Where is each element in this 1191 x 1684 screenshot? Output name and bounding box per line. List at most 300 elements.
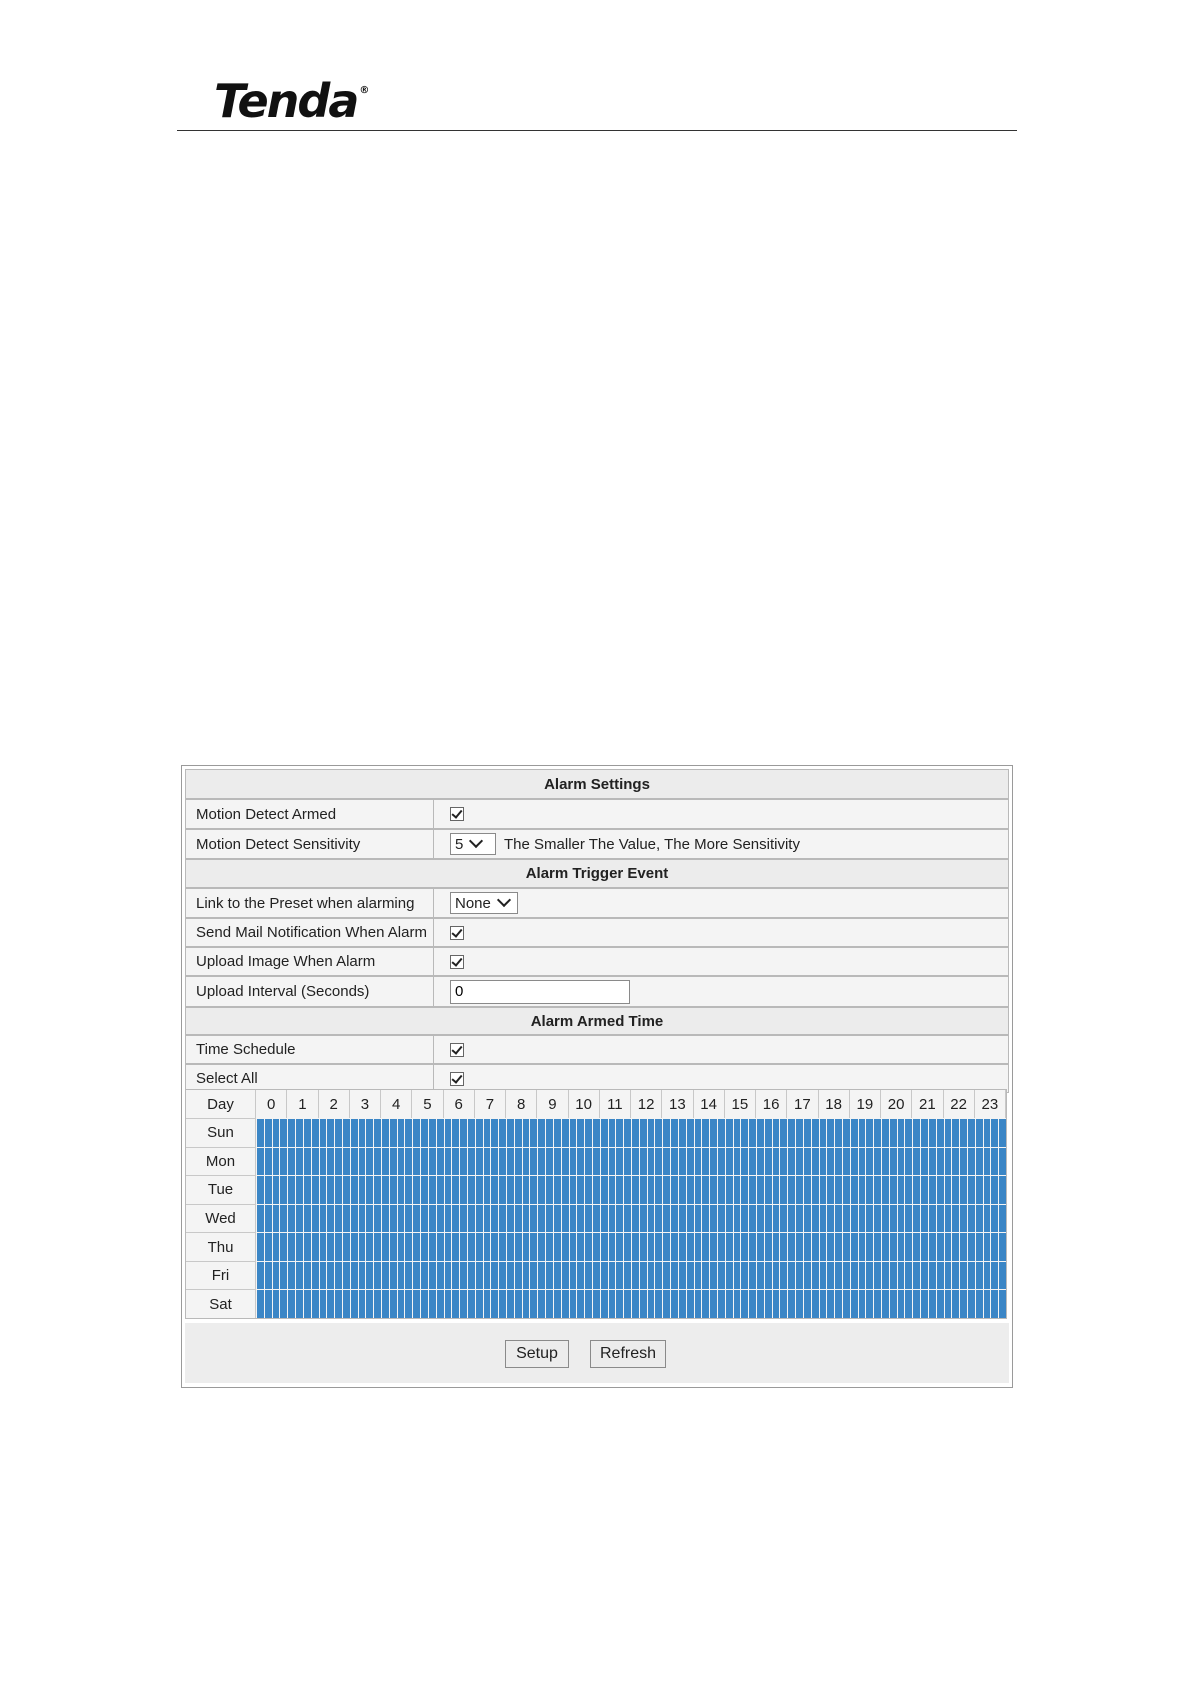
- schedule-slot[interactable]: [859, 1148, 866, 1176]
- schedule-slot[interactable]: [304, 1205, 311, 1233]
- schedule-slot[interactable]: [296, 1290, 303, 1318]
- schedule-slot[interactable]: [898, 1262, 905, 1290]
- schedule-slot[interactable]: [835, 1205, 842, 1233]
- schedule-slot[interactable]: [866, 1119, 873, 1147]
- schedule-slot[interactable]: [812, 1176, 819, 1204]
- schedule-slot[interactable]: [507, 1176, 514, 1204]
- schedule-slot[interactable]: [366, 1262, 373, 1290]
- schedule-slot[interactable]: [757, 1233, 764, 1261]
- schedule-slot[interactable]: [726, 1119, 733, 1147]
- schedule-slot[interactable]: [257, 1290, 264, 1318]
- schedule-slot[interactable]: [398, 1233, 405, 1261]
- schedule-slot[interactable]: [905, 1205, 912, 1233]
- schedule-slot[interactable]: [273, 1119, 280, 1147]
- schedule-slot[interactable]: [452, 1262, 459, 1290]
- schedule-slot[interactable]: [374, 1290, 381, 1318]
- schedule-slot[interactable]: [257, 1233, 264, 1261]
- schedule-slot[interactable]: [710, 1233, 717, 1261]
- schedule-slot[interactable]: [804, 1262, 811, 1290]
- schedule-slot[interactable]: [570, 1233, 577, 1261]
- schedule-slot[interactable]: [734, 1176, 741, 1204]
- schedule-slot[interactable]: [984, 1176, 991, 1204]
- schedule-slot[interactable]: [546, 1233, 553, 1261]
- schedule-slot[interactable]: [835, 1233, 842, 1261]
- schedule-slot[interactable]: [718, 1148, 725, 1176]
- schedule-slot[interactable]: [296, 1262, 303, 1290]
- schedule-slot[interactable]: [991, 1290, 998, 1318]
- schedule-slot[interactable]: [577, 1205, 584, 1233]
- schedule-slot[interactable]: [366, 1290, 373, 1318]
- schedule-slot[interactable]: [710, 1176, 717, 1204]
- schedule-slot[interactable]: [804, 1148, 811, 1176]
- schedule-slot[interactable]: [296, 1176, 303, 1204]
- schedule-slot[interactable]: [445, 1233, 452, 1261]
- schedule-slot[interactable]: [304, 1262, 311, 1290]
- schedule-slot[interactable]: [882, 1262, 889, 1290]
- schedule-slot[interactable]: [265, 1262, 272, 1290]
- schedule-slot[interactable]: [999, 1148, 1006, 1176]
- schedule-slot[interactable]: [866, 1233, 873, 1261]
- schedule-slot[interactable]: [359, 1148, 366, 1176]
- schedule-slot[interactable]: [624, 1205, 631, 1233]
- schedule-slot[interactable]: [937, 1176, 944, 1204]
- schedule-slot[interactable]: [445, 1262, 452, 1290]
- schedule-slot[interactable]: [398, 1262, 405, 1290]
- schedule-slot[interactable]: [312, 1148, 319, 1176]
- schedule-slot[interactable]: [288, 1176, 295, 1204]
- schedule-slot[interactable]: [843, 1262, 850, 1290]
- schedule-slot[interactable]: [952, 1176, 959, 1204]
- schedule-slot[interactable]: [343, 1290, 350, 1318]
- schedule-slot[interactable]: [484, 1290, 491, 1318]
- schedule-slot[interactable]: [359, 1233, 366, 1261]
- schedule-slot[interactable]: [866, 1290, 873, 1318]
- schedule-slot[interactable]: [757, 1148, 764, 1176]
- schedule-slot[interactable]: [984, 1262, 991, 1290]
- schedule-slot[interactable]: [429, 1205, 436, 1233]
- schedule-slot[interactable]: [562, 1290, 569, 1318]
- schedule-slot[interactable]: [335, 1233, 342, 1261]
- schedule-slot[interactable]: [718, 1119, 725, 1147]
- schedule-slot[interactable]: [984, 1290, 991, 1318]
- schedule-slot[interactable]: [773, 1205, 780, 1233]
- schedule-slot[interactable]: [288, 1205, 295, 1233]
- schedule-slot[interactable]: [679, 1148, 686, 1176]
- schedule-slot[interactable]: [640, 1148, 647, 1176]
- schedule-slot[interactable]: [546, 1290, 553, 1318]
- schedule-slot[interactable]: [882, 1176, 889, 1204]
- schedule-slot[interactable]: [749, 1205, 756, 1233]
- schedule-slot[interactable]: [280, 1233, 287, 1261]
- schedule-slot[interactable]: [812, 1119, 819, 1147]
- schedule-slot[interactable]: [968, 1119, 975, 1147]
- schedule-slot[interactable]: [632, 1262, 639, 1290]
- schedule-slot[interactable]: [820, 1148, 827, 1176]
- schedule-slot[interactable]: [570, 1119, 577, 1147]
- schedule-slot[interactable]: [523, 1119, 530, 1147]
- schedule-slot[interactable]: [921, 1148, 928, 1176]
- schedule-slot[interactable]: [570, 1290, 577, 1318]
- schedule-slot[interactable]: [741, 1290, 748, 1318]
- schedule-slot[interactable]: [593, 1262, 600, 1290]
- schedule-slot[interactable]: [382, 1233, 389, 1261]
- schedule-slot[interactable]: [609, 1119, 616, 1147]
- schedule-slot[interactable]: [437, 1262, 444, 1290]
- schedule-slot[interactable]: [554, 1176, 561, 1204]
- schedule-slot[interactable]: [757, 1119, 764, 1147]
- schedule-slot[interactable]: [616, 1176, 623, 1204]
- schedule-slot[interactable]: [835, 1290, 842, 1318]
- schedule-slot[interactable]: [288, 1262, 295, 1290]
- schedule-slot[interactable]: [655, 1176, 662, 1204]
- schedule-slot[interactable]: [288, 1148, 295, 1176]
- schedule-slot[interactable]: [257, 1148, 264, 1176]
- schedule-slot[interactable]: [765, 1262, 772, 1290]
- schedule-slot[interactable]: [648, 1205, 655, 1233]
- schedule-slot[interactable]: [687, 1290, 694, 1318]
- schedule-slot[interactable]: [577, 1148, 584, 1176]
- schedule-slot[interactable]: [820, 1290, 827, 1318]
- schedule-slot[interactable]: [859, 1290, 866, 1318]
- schedule-slot[interactable]: [515, 1119, 522, 1147]
- schedule-slot[interactable]: [913, 1205, 920, 1233]
- schedule-slot[interactable]: [843, 1176, 850, 1204]
- schedule-slot[interactable]: [616, 1148, 623, 1176]
- schedule-slot[interactable]: [570, 1176, 577, 1204]
- schedule-slot[interactable]: [937, 1205, 944, 1233]
- schedule-slot[interactable]: [890, 1233, 897, 1261]
- schedule-slot[interactable]: [866, 1148, 873, 1176]
- schedule-slot[interactable]: [452, 1205, 459, 1233]
- schedule-slot[interactable]: [359, 1205, 366, 1233]
- schedule-slot[interactable]: [327, 1148, 334, 1176]
- schedule-slot[interactable]: [265, 1205, 272, 1233]
- schedule-slot[interactable]: [859, 1233, 866, 1261]
- schedule-slot[interactable]: [710, 1148, 717, 1176]
- schedule-slot[interactable]: [960, 1176, 967, 1204]
- schedule-slot[interactable]: [632, 1176, 639, 1204]
- schedule-slot[interactable]: [405, 1262, 412, 1290]
- schedule-slot[interactable]: [624, 1148, 631, 1176]
- schedule-slot[interactable]: [351, 1290, 358, 1318]
- schedule-slot[interactable]: [320, 1176, 327, 1204]
- schedule-slot[interactable]: [749, 1119, 756, 1147]
- schedule-slot[interactable]: [960, 1233, 967, 1261]
- schedule-slot[interactable]: [882, 1233, 889, 1261]
- schedule-slot[interactable]: [812, 1205, 819, 1233]
- schedule-slot[interactable]: [671, 1262, 678, 1290]
- schedule-slot[interactable]: [515, 1233, 522, 1261]
- schedule-slot[interactable]: [460, 1148, 467, 1176]
- schedule-slot[interactable]: [343, 1262, 350, 1290]
- schedule-slot[interactable]: [390, 1262, 397, 1290]
- schedule-slot[interactable]: [640, 1176, 647, 1204]
- schedule-slot[interactable]: [788, 1262, 795, 1290]
- schedule-slot[interactable]: [476, 1205, 483, 1233]
- schedule-slot[interactable]: [734, 1233, 741, 1261]
- schedule-slot[interactable]: [609, 1205, 616, 1233]
- schedule-slot[interactable]: [851, 1205, 858, 1233]
- schedule-slot[interactable]: [476, 1262, 483, 1290]
- schedule-slot[interactable]: [304, 1176, 311, 1204]
- schedule-slot[interactable]: [546, 1205, 553, 1233]
- schedule-slot[interactable]: [632, 1205, 639, 1233]
- schedule-slot[interactable]: [976, 1290, 983, 1318]
- schedule-slot[interactable]: [468, 1290, 475, 1318]
- refresh-button[interactable]: Refresh: [590, 1340, 666, 1368]
- schedule-slot[interactable]: [484, 1119, 491, 1147]
- schedule-slot[interactable]: [780, 1233, 787, 1261]
- schedule-slot[interactable]: [374, 1148, 381, 1176]
- schedule-slot[interactable]: [515, 1262, 522, 1290]
- schedule-slot[interactable]: [273, 1262, 280, 1290]
- schedule-slot[interactable]: [265, 1119, 272, 1147]
- schedule-slot[interactable]: [820, 1233, 827, 1261]
- schedule-slot[interactable]: [382, 1176, 389, 1204]
- schedule-slot[interactable]: [288, 1233, 295, 1261]
- schedule-slot[interactable]: [523, 1233, 530, 1261]
- schedule-slot[interactable]: [890, 1290, 897, 1318]
- schedule-slot[interactable]: [320, 1148, 327, 1176]
- schedule-slot[interactable]: [507, 1205, 514, 1233]
- schedule-slot[interactable]: [679, 1290, 686, 1318]
- schedule-slot[interactable]: [835, 1148, 842, 1176]
- schedule-slot[interactable]: [976, 1262, 983, 1290]
- time-schedule-checkbox[interactable]: [450, 1043, 464, 1057]
- schedule-slot[interactable]: [820, 1176, 827, 1204]
- schedule-slot[interactable]: [280, 1119, 287, 1147]
- schedule-slot[interactable]: [484, 1148, 491, 1176]
- schedule-slot[interactable]: [413, 1205, 420, 1233]
- schedule-slot[interactable]: [718, 1262, 725, 1290]
- schedule-slot[interactable]: [984, 1119, 991, 1147]
- schedule-slot[interactable]: [820, 1119, 827, 1147]
- schedule-slot[interactable]: [968, 1290, 975, 1318]
- schedule-slot[interactable]: [679, 1262, 686, 1290]
- schedule-slot[interactable]: [695, 1233, 702, 1261]
- schedule-slot[interactable]: [616, 1205, 623, 1233]
- schedule-slot[interactable]: [859, 1262, 866, 1290]
- schedule-slot[interactable]: [390, 1148, 397, 1176]
- schedule-slot[interactable]: [296, 1233, 303, 1261]
- schedule-slot[interactable]: [796, 1205, 803, 1233]
- schedule-slot[interactable]: [273, 1148, 280, 1176]
- schedule-slot[interactable]: [851, 1176, 858, 1204]
- schedule-slot[interactable]: [663, 1176, 670, 1204]
- schedule-slot[interactable]: [663, 1148, 670, 1176]
- schedule-slot[interactable]: [945, 1233, 952, 1261]
- schedule-slot[interactable]: [976, 1176, 983, 1204]
- schedule-slot[interactable]: [609, 1262, 616, 1290]
- schedule-slot[interactable]: [898, 1233, 905, 1261]
- schedule-slot[interactable]: [929, 1262, 936, 1290]
- schedule-slot[interactable]: [616, 1233, 623, 1261]
- schedule-slot[interactable]: [851, 1262, 858, 1290]
- schedule-slot[interactable]: [273, 1233, 280, 1261]
- schedule-slot[interactable]: [452, 1233, 459, 1261]
- schedule-slot[interactable]: [890, 1176, 897, 1204]
- schedule-slot[interactable]: [421, 1205, 428, 1233]
- schedule-slot[interactable]: [804, 1290, 811, 1318]
- schedule-slot[interactable]: [320, 1233, 327, 1261]
- schedule-slot[interactable]: [335, 1148, 342, 1176]
- schedule-slot[interactable]: [945, 1262, 952, 1290]
- schedule-slot[interactable]: [937, 1119, 944, 1147]
- schedule-slot[interactable]: [351, 1148, 358, 1176]
- schedule-slot[interactable]: [390, 1119, 397, 1147]
- schedule-slot[interactable]: [507, 1262, 514, 1290]
- schedule-slot[interactable]: [687, 1148, 694, 1176]
- schedule-slot[interactable]: [726, 1176, 733, 1204]
- schedule-slot[interactable]: [304, 1119, 311, 1147]
- schedule-slot[interactable]: [695, 1290, 702, 1318]
- schedule-slot[interactable]: [788, 1290, 795, 1318]
- schedule-slot[interactable]: [757, 1290, 764, 1318]
- schedule-slot[interactable]: [257, 1262, 264, 1290]
- schedule-slot[interactable]: [468, 1119, 475, 1147]
- schedule-slot[interactable]: [538, 1176, 545, 1204]
- schedule-slot[interactable]: [616, 1262, 623, 1290]
- schedule-slot[interactable]: [655, 1233, 662, 1261]
- schedule-slot[interactable]: [655, 1290, 662, 1318]
- schedule-slot[interactable]: [702, 1233, 709, 1261]
- schedule-slot[interactable]: [374, 1262, 381, 1290]
- schedule-slot[interactable]: [718, 1290, 725, 1318]
- schedule-slot[interactable]: [655, 1205, 662, 1233]
- schedule-slot[interactable]: [702, 1176, 709, 1204]
- schedule-slot[interactable]: [312, 1262, 319, 1290]
- schedule-slot[interactable]: [741, 1233, 748, 1261]
- schedule-slot[interactable]: [835, 1262, 842, 1290]
- preset-select[interactable]: [450, 892, 518, 914]
- schedule-slot[interactable]: [335, 1262, 342, 1290]
- schedule-slot[interactable]: [874, 1233, 881, 1261]
- schedule-slot[interactable]: [960, 1262, 967, 1290]
- schedule-slot[interactable]: [898, 1290, 905, 1318]
- schedule-slot[interactable]: [460, 1176, 467, 1204]
- schedule-slot[interactable]: [366, 1119, 373, 1147]
- schedule-slot[interactable]: [695, 1205, 702, 1233]
- schedule-slot[interactable]: [374, 1119, 381, 1147]
- schedule-slot[interactable]: [460, 1205, 467, 1233]
- schedule-slot[interactable]: [718, 1233, 725, 1261]
- schedule-slot[interactable]: [374, 1205, 381, 1233]
- schedule-slot[interactable]: [413, 1176, 420, 1204]
- schedule-slot[interactable]: [398, 1119, 405, 1147]
- schedule-slot[interactable]: [991, 1262, 998, 1290]
- schedule-slot[interactable]: [874, 1119, 881, 1147]
- schedule-slot[interactable]: [538, 1148, 545, 1176]
- schedule-slot[interactable]: [804, 1176, 811, 1204]
- schedule-slot[interactable]: [530, 1205, 537, 1233]
- schedule-slot[interactable]: [437, 1176, 444, 1204]
- schedule-slot[interactable]: [843, 1290, 850, 1318]
- schedule-slot[interactable]: [530, 1290, 537, 1318]
- schedule-slot[interactable]: [945, 1176, 952, 1204]
- schedule-slot[interactable]: [874, 1148, 881, 1176]
- schedule-slot[interactable]: [366, 1233, 373, 1261]
- schedule-slot[interactable]: [577, 1119, 584, 1147]
- schedule-slot[interactable]: [945, 1205, 952, 1233]
- schedule-slot[interactable]: [632, 1119, 639, 1147]
- schedule-slot[interactable]: [952, 1148, 959, 1176]
- schedule-slot[interactable]: [929, 1233, 936, 1261]
- schedule-slot[interactable]: [999, 1119, 1006, 1147]
- schedule-slot[interactable]: [538, 1290, 545, 1318]
- schedule-slot[interactable]: [945, 1119, 952, 1147]
- schedule-slot[interactable]: [851, 1148, 858, 1176]
- schedule-slot[interactable]: [382, 1148, 389, 1176]
- schedule-slot[interactable]: [437, 1119, 444, 1147]
- schedule-slot[interactable]: [390, 1290, 397, 1318]
- schedule-slot[interactable]: [562, 1119, 569, 1147]
- schedule-slot[interactable]: [366, 1205, 373, 1233]
- schedule-slot[interactable]: [757, 1176, 764, 1204]
- schedule-slot[interactable]: [796, 1119, 803, 1147]
- schedule-slot[interactable]: [507, 1233, 514, 1261]
- schedule-slot[interactable]: [515, 1205, 522, 1233]
- schedule-slot[interactable]: [679, 1176, 686, 1204]
- schedule-slot[interactable]: [952, 1290, 959, 1318]
- schedule-slot[interactable]: [624, 1262, 631, 1290]
- schedule-slot[interactable]: [640, 1233, 647, 1261]
- schedule-slot[interactable]: [484, 1262, 491, 1290]
- schedule-slot[interactable]: [398, 1290, 405, 1318]
- schedule-slot[interactable]: [499, 1290, 506, 1318]
- schedule-slot[interactable]: [445, 1119, 452, 1147]
- schedule-slot[interactable]: [984, 1205, 991, 1233]
- schedule-slot[interactable]: [554, 1119, 561, 1147]
- schedule-slot[interactable]: [820, 1262, 827, 1290]
- schedule-slot[interactable]: [601, 1262, 608, 1290]
- schedule-slot[interactable]: [460, 1119, 467, 1147]
- schedule-slot[interactable]: [937, 1148, 944, 1176]
- schedule-slot[interactable]: [820, 1205, 827, 1233]
- schedule-slot[interactable]: [491, 1148, 498, 1176]
- schedule-slot[interactable]: [960, 1119, 967, 1147]
- schedule-slot[interactable]: [530, 1176, 537, 1204]
- schedule-slot[interactable]: [991, 1148, 998, 1176]
- schedule-slot[interactable]: [280, 1148, 287, 1176]
- schedule-slot[interactable]: [749, 1148, 756, 1176]
- schedule-slot[interactable]: [952, 1205, 959, 1233]
- schedule-slot[interactable]: [390, 1233, 397, 1261]
- schedule-slot[interactable]: [585, 1233, 592, 1261]
- schedule-slot[interactable]: [812, 1148, 819, 1176]
- schedule-slot[interactable]: [788, 1148, 795, 1176]
- schedule-slot[interactable]: [359, 1290, 366, 1318]
- schedule-slot[interactable]: [702, 1205, 709, 1233]
- schedule-slot[interactable]: [499, 1205, 506, 1233]
- schedule-slot[interactable]: [866, 1205, 873, 1233]
- schedule-slot[interactable]: [523, 1205, 530, 1233]
- schedule-slot[interactable]: [593, 1176, 600, 1204]
- schedule-slot[interactable]: [601, 1176, 608, 1204]
- schedule-slot[interactable]: [609, 1176, 616, 1204]
- schedule-slot[interactable]: [796, 1290, 803, 1318]
- schedule-slot[interactable]: [593, 1205, 600, 1233]
- schedule-slot[interactable]: [523, 1148, 530, 1176]
- schedule-slot[interactable]: [726, 1233, 733, 1261]
- schedule-slot[interactable]: [999, 1290, 1006, 1318]
- schedule-slot[interactable]: [577, 1290, 584, 1318]
- schedule-slot[interactable]: [421, 1176, 428, 1204]
- schedule-slot[interactable]: [663, 1233, 670, 1261]
- schedule-slot[interactable]: [452, 1176, 459, 1204]
- schedule-slot[interactable]: [648, 1148, 655, 1176]
- schedule-slot[interactable]: [351, 1205, 358, 1233]
- schedule-slot[interactable]: [726, 1148, 733, 1176]
